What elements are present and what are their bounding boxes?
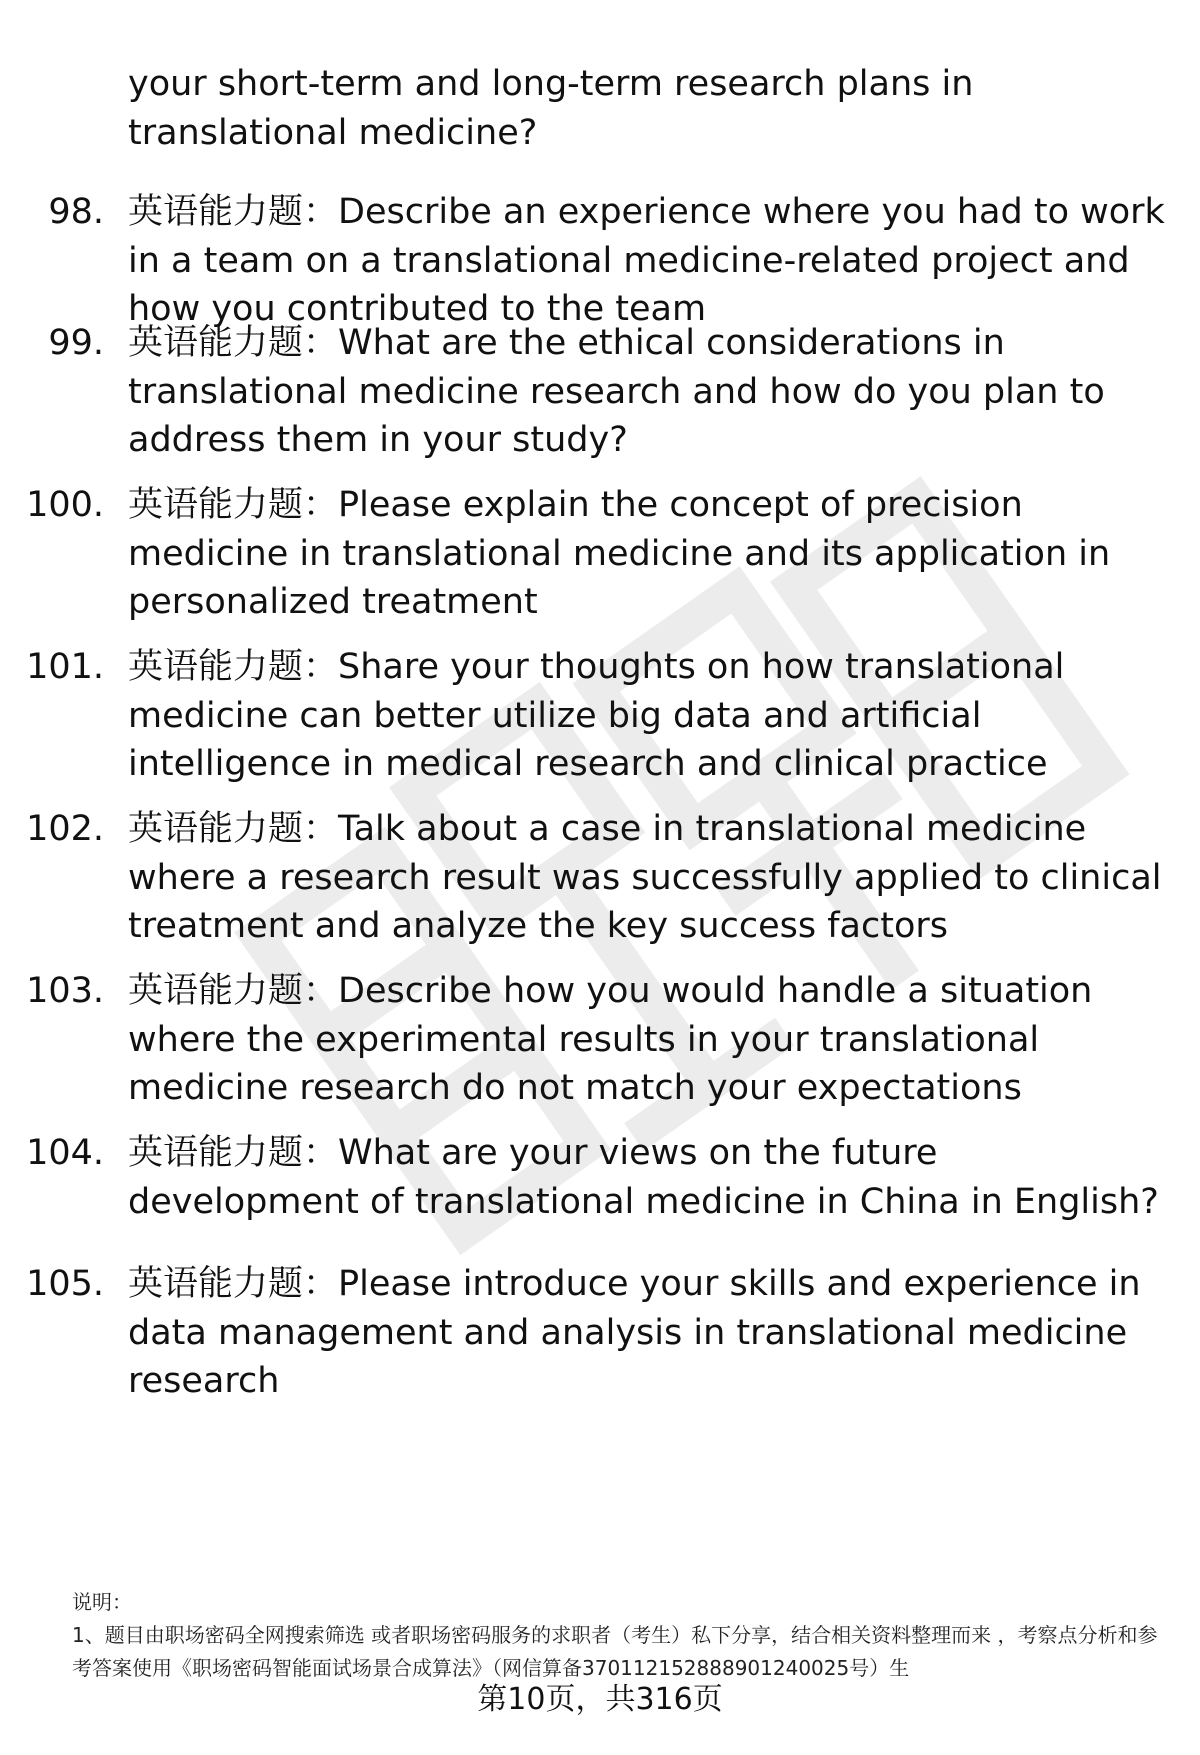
question-text: 英语能力题：Describe how you would handle a situation where the experimental results in your translational medicine research do not match your expectations <box>128 971 1093 1108</box>
question-text: 英语能力题：Describe an experience where you had to work in a team on a translational medicine-related project and how you contributed to the team <box>128 192 1165 329</box>
list-item <box>0 1129 1200 1260</box>
question-number: 103. <box>26 971 104 1011</box>
question-number: 101. <box>26 647 104 687</box>
note-line: 1、题目由职场密码全网搜索筛选 或者职场密码服务的求职者（考生）私下分享，结合相关资料整理而来 ，考察点分析和参考答案使用《职场密码智能面试场景合成算法》（网信算备370112152888901240025号）生 <box>72 1623 1158 1680</box>
list-item <box>0 188 1200 329</box>
question-text: 英语能力题：What are the ethical considerations in translational medicine research and how do you plan to address them in your study? <box>128 323 1105 460</box>
question-list <box>0 188 1200 1422</box>
question-number: 102. <box>26 809 104 849</box>
question-text: 英语能力题：Talk about a case in translational medicine where a research result was successfully applied to clinical treatment and analyze the key success factors <box>128 809 1162 946</box>
question-number: 99. <box>48 323 104 363</box>
list-item <box>0 1260 1200 1422</box>
question-text: 英语能力题：Please introduce your skills and experience in data management and analysis in translational medicine research <box>128 1264 1141 1401</box>
question-number: 105. <box>26 1264 104 1304</box>
question-number: 100. <box>26 485 104 525</box>
question-text: 英语能力题：Share your thoughts on how translational medicine can better utilize big data and artificial intelligence in medical research and clinical practice <box>128 647 1065 784</box>
list-item <box>0 319 1200 481</box>
question-text: 英语能力题：What are your views on the future development of translational medicine in China in English? <box>128 1133 1159 1222</box>
list-item <box>0 643 1200 805</box>
question-number: 104. <box>26 1133 104 1173</box>
explanatory-note <box>72 1586 1162 1685</box>
question-number: 98. <box>48 192 104 232</box>
page-number: 第10页，共316页 <box>477 1682 723 1717</box>
list-item <box>0 967 1200 1129</box>
list-item <box>0 805 1200 967</box>
continued-question-text: your short-term and long-term research plans in translational medicine? <box>128 64 974 153</box>
note-heading: 说明： <box>72 1590 132 1614</box>
question-text: 英语能力题：Please explain the concept of precision medicine in translational medicine and its application in personalized treatment <box>128 485 1111 622</box>
list-item <box>0 481 1200 643</box>
